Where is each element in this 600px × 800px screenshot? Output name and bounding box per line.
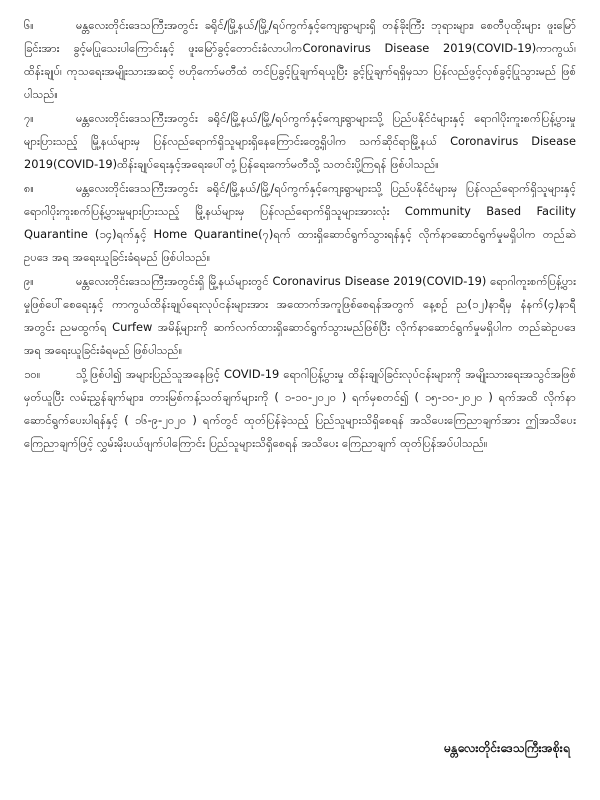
paragraph-text: မန္တလေးတိုင်းဒေသကြီးအတွင်းရှိ မြို့နယ်များတွင် Coronavirus Disease 2019(COVID-19) ရောဂါကူးစက်ပြန့်ပွားမှုဖြစ်ပေါ်စေရေးနှင့် ကာကွယ်ထိန်းချုပ်ရေးလုပ်ငန်းများအား အထောက်အကူဖြစ်စေရန်အတွက် နေ့စဉ် ည(၁၂)နာရီမှ နံနက်(၄)နာရီအတွင်း ညမထွက်ရ Curfew အမိန့်များကို ဆက်လက်ထားရှိဆောင်ရွက်သွားမည်ဖြစ်ပြီး လိုက်နာဆောင်ရွက်မှုမရှိပါက တည်ဆဲဥပဒေ အရ အရေးယူခြင်းခံရမည် ဖြစ်ပါသည်။ — [24, 274, 576, 357]
paragraph-10 — [24, 363, 576, 455]
paragraph-9 — [24, 270, 576, 362]
paragraph-number: ၇။ — [24, 111, 34, 125]
signature-authority: မန္တလေးတိုင်းဒေသကြီးအစိုးရ — [444, 741, 570, 755]
paragraph-number: ၆။ — [24, 18, 34, 32]
paragraph-text: မန္တလေးတိုင်းဒေသကြီးအတွင်း ခရိုင်/မြို့နယ်/မြို့/ရပ်ကွက်နှင့်ကျေးရွာများသို့ ပြည်ပနိုင်ငံများနှင့် ရောဂါပိုးကူးစက်ပြန့်ပွားမှုများပြားသည့် မြို့နယ်များမှ ပြန်လည်ရောက်ရှိသူများရှိနေကြောင်းတွေ့ရှိပါက သက်ဆိုင်ရာမြို့နယ် Coronavirus Disease 2019(COVID-19)ထိန်းချုပ်ရေးနှင့်အရေးပေါ်တုံ့ပြန်ရေးကော်မတီသို့ သတင်းပို့ကြရန် ဖြစ်ပါသည်။ — [24, 111, 576, 171]
paragraph-number: ၉။ — [24, 274, 34, 288]
paragraph-number: ၈။ — [24, 181, 34, 195]
paragraph-number: ၁၀။ — [24, 367, 41, 381]
paragraph-text: မန္တလေးတိုင်းဒေသကြီးအတွင်း ခရိုင်/မြို့နယ်/မြို့/ရပ်ကွက်နှင့်ကျေးရွာများရှိ တန်ခိုးကြီး ဘုရားများ၊ စေတီပုထိုးများ ဖူးမြော်ခြင်းအား ခွင့်မပြုသေးပါကြောင်းနှင့် ဖူးမြော်ခွင့်တောင်းခံလာပါကCoronavirus Disease 2019(COVID-19)ကာကွယ်၊ ထိန်းချုပ်၊ ကုသရေးအမျိုးသားအဆင့် ဗဟိုကော်မတီထံ တင်ပြခွင့်ပြုချက်ရယူပြီး ခွင့်ပြုချက်ရရှိမှသာ ပြန်လည်ဖွင့်လှစ်ခွင့်ပြုသွားမည် ဖြစ်ပါသည်။ — [24, 18, 576, 101]
paragraph-text: မန္တလေးတိုင်းဒေသကြီးအတွင်း ခရိုင်/မြို့နယ်/မြို့/ရပ်ကွက်နှင့်ကျေးရွာများသို့ ပြည်ပနိုင်ငံများမှ ပြန်လည်ရောက်ရှိသူများနှင့် ရောဂါပိုးကူးစက်ပြန့်ပွားမှုများပြားသည့် မြို့နယ်များမှ ပြန်လည်ရောက်ရှိသူများအားလုံး Community Based Facility Quarantine (၁၄)ရက်နှင့် Home Quarantine(၇)ရက် ထားရှိဆောင်ရွက်သွားရန်နှင့် လိုက်နာဆောင်ရွက်မှုမရှိပါက တည်ဆဲဥပဒေ အရ အရေးယူခြင်းခံရမည် ဖြစ်ပါသည်။ — [24, 181, 576, 264]
paragraph-text: သို့ဖြစ်ပါ၍ အများပြည်သူအနေဖြင့် COVID-19 ရောဂါပြန့်ပွားမှု ထိန်းချုပ်ခြင်းလုပ်ငန်းများကို အမျိုးသားရေးအသွင်အဖြစ်မှတ်ယူပြီး လမ်းညွှန်ချက်များ၊ တားမြစ်ကန့်သတ်ချက်များကို ( ၁-၁၀-၂၀၂၀ ) ရက်မှစတင်၍ ( ၁၅-၁၀-၂၀၂၀ ) ရက်အထိ လိုက်နာဆောင်ရွက်ပေးပါရန်နှင့် ( ၁၆-၉-၂၀၂၀ ) ရက်တွင် ထုတ်ပြန်ခဲ့သည့် ပြည်သူများသိရှိစေရန် အသိပေးကြေညာချက်အား ဤအသိပေးကြေညာချက်ဖြင့် လွှမ်းမိုးပယ်ဖျက်ပါကြောင်း ပြည်သူများသိရှိစေရန် အသိပေး ကြေညာချက် ထုတ်ပြန်အပ်ပါသည်။ — [24, 367, 576, 450]
paragraph-6 — [24, 14, 576, 106]
paragraph-7 — [24, 107, 576, 176]
paragraph-8 — [24, 177, 576, 269]
